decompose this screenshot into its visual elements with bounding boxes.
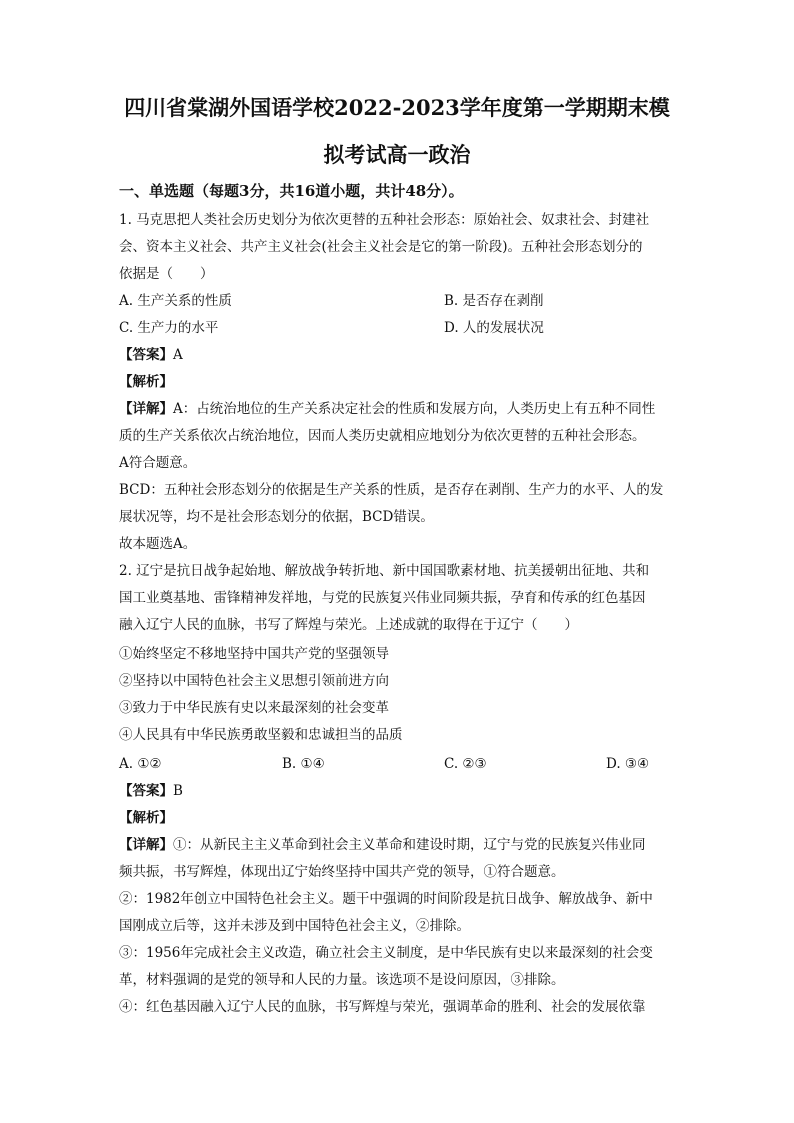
q2-statement-3: ③致力于中华民族有史以来最深刻的社会变革 [119,700,389,716]
q2-option-d: D. ③④ [606,756,650,772]
document-title-line-2: 拟考试高一政治 [323,142,471,167]
q2-answer-line [119,781,183,801]
q2-option-c: C. ②③ [444,756,487,772]
q1-answer-label: 【答案】 [119,347,173,363]
q2-detail-line-4: 国刚成立后等，这并未涉及到中国特色社会主义，②排除。 [119,918,470,934]
q1-detail-text-1: A：占统治地位的生产关系决定社会的性质和发展方向，人类历史上有五种不同性 [173,401,656,417]
q1-detail-line-5: 展状况等，均不是社会形态划分的依据，BCD错误。 [119,509,434,525]
q2-option-b: B. ①④ [282,756,325,772]
q2-statement-4: ④人民具有中华民族勇敢坚毅和忠诚担当的品质 [119,727,403,743]
q2-stem-line-1: 2. 辽宁是抗日战争起始地、解放战争转折地、新中国国歌素材地、抗美援朝出征地、共和 [119,563,650,579]
q1-stem-line-1: 1. 马克思把人类社会历史划分为依次更替的五种社会形态：原始社会、奴隶社会、封建社 [119,212,650,228]
q2-statement-1: ①始终坚定不移地坚持中国共产党的坚强领导 [119,646,389,662]
q1-detail-line-6: 故本题选A。 [119,536,197,552]
q1-option-c: C. 生产力的水平 [119,320,219,336]
q1-detail-line-3: A符合题意。 [119,455,197,471]
q2-detail-line-1 [119,835,646,855]
q2-option-a: A. ①② [119,756,162,772]
q1-answer-value: A [173,347,183,363]
q1-option-b: B. 是否存在剥削 [444,293,544,309]
q2-detail-line-5: ③：1956年完成社会主义改造，确立社会主义制度，是中华民族有史以来最深刻的社会变 [119,945,653,961]
q2-detail-line-3: ②：1982年创立中国特色社会主义。题干中强调的时间阶段是抗日战争、解放战争、新中 [119,891,653,907]
q1-detail-line-2: 质的生产关系依次占统治地位，因而人类历史就相应地划分为依次更替的五种社会形态。 [119,428,646,444]
q2-detail-line-2: 频共振，书写辉煌，体现出辽宁始终坚持中国共产党的领导，①符合题意。 [119,864,565,880]
q2-detail-line-6: 革，材料强调的是党的领导和人民的力量。该选项不是设问原因，③排除。 [119,972,565,988]
q2-answer-value: B [173,783,183,799]
q1-detail-label: 【详解】 [119,401,173,417]
q2-stem-line-2: 国工业奠基地、雷锋精神发祥地，与党的民族复兴伟业同频共振，孕育和传承的红色基因 [119,590,646,606]
q1-stem-line-3: 依据是（ ） [119,266,214,282]
document-title-line-1: 四川省棠湖外国语学校2022-2023学年度第一学期期末模 [124,95,670,120]
q2-detail-text-1: ①：从新民主主义革命到社会主义革命和建设时期，辽宁与党的民族复兴伟业同 [173,837,646,853]
q1-option-d: D. 人的发展状况 [444,320,544,336]
q2-answer-label: 【答案】 [119,783,173,799]
q2-analysis-label: 【解析】 [119,810,173,826]
q2-stem-line-3: 融入辽宁人民的血脉，书写了辉煌与荣光。上述成就的取得在于辽宁（ ） [119,617,578,633]
q1-analysis-label: 【解析】 [119,374,173,390]
q1-answer-line [119,345,183,365]
q2-detail-line-7: ④：红色基因融入辽宁人民的血脉，书写辉煌与荣光，强调革命的胜利、社会的发展依靠 [119,999,646,1015]
section-heading: 一、单选题（每题3分，共16道小题，共计48分）。 [119,182,464,200]
q1-option-a: A. 生产关系的性质 [119,293,232,309]
q1-detail-line-4: BCD：五种社会形态划分的依据是生产关系的性质，是否存在剥削、生产力的水平、人的发 [119,482,664,498]
q1-stem-line-2: 会、资本主义社会、共产主义社会(社会主义社会是它的第一阶段)。五种社会形态划分的 [119,239,643,255]
q2-statement-2: ②坚持以中国特色社会主义思想引领前进方向 [119,673,389,689]
q2-detail-label: 【详解】 [119,837,173,853]
q1-detail-line-1 [119,399,655,419]
